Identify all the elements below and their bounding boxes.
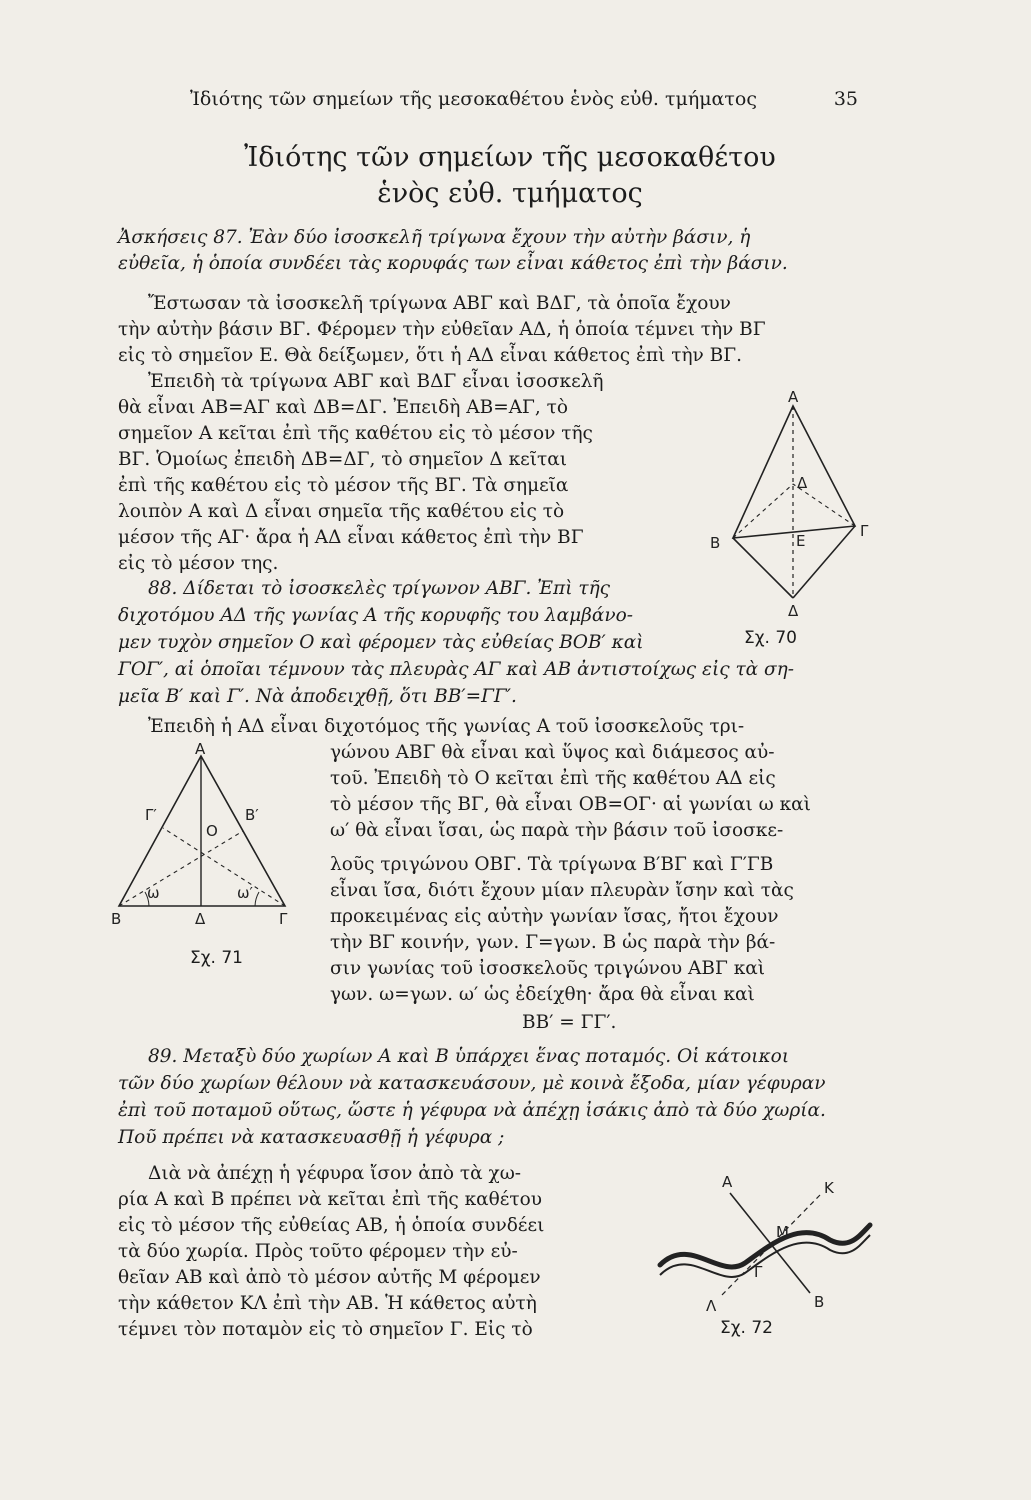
fig71-label-o: Ο [206, 822, 218, 840]
ex89-text-7: εἰς τὸ μέσον τῆς εὐθείας ΑΒ, ἡ ὁποία συνδέει [118, 1215, 545, 1236]
ex88-statement-5: μεῖα Β′ καὶ Γ′. Νὰ ἀποδειχθῇ, ὅτι ΒΒ′=ΓΓ′. [118, 686, 517, 707]
ex87-statement-2: εὐθεῖα, ἡ ὁποία συνδέει τὰς κορυφάς των εἶναι κάθετος ἐπὶ τὴν βάσιν. [118, 253, 788, 274]
ex87-text-9: ΒΓ. Ὁμοίως ἐπειδὴ ΔΒ=ΔΓ, τὸ σημεῖον Δ κεῖται [118, 449, 567, 470]
fig70-label-e: Ε [796, 532, 806, 550]
ex88-statement-1: 88. Δίδεται τὸ ἰσοσκελὲς τρίγωνον ΑΒΓ. Ἐπὶ τῆς [148, 578, 611, 599]
fig70-label-a: Α [788, 388, 799, 406]
ex88-text-7: γώνου ΑΒΓ θὰ εἶναι καὶ ὕψος καὶ διάμεσος αὐ- [330, 742, 775, 763]
fig71-line-bob [119, 831, 243, 906]
ex88-text-15: σιν γωνίας τοῦ ἰσοσκελοῦς τριγώνου ΑΒΓ καὶ [330, 958, 766, 979]
ex89-text-6: ρία Α καὶ Β πρέπει νὰ κεῖται ἐπὶ τῆς καθέτου [118, 1189, 542, 1210]
figure-70-diagram [700, 388, 900, 628]
fig71-label-gp: Γ′ [145, 806, 157, 824]
fig70-label-d: Δ [788, 602, 799, 620]
ex88-text-6: Ἐπειδὴ ἡ ΑΔ εἶναι διχοτόμος τῆς γωνίας Α τοῦ ἰσοσκελοῦς τρι- [148, 716, 745, 737]
ex89-text-5: Διὰ νὰ ἀπέχῃ ἡ γέφυρα ἴσον ἀπὸ τὰ χω- [148, 1163, 522, 1184]
fig70-label-dp: Δ [797, 474, 808, 492]
ex87-text-12: μέσον τῆς ΑΓ· ἄρα ἡ ΑΔ εἶναι κάθετος ἐπὶ τὴν ΒΓ [118, 527, 584, 548]
figure-72-caption: Σχ. 72 [720, 1318, 774, 1338]
figure-70-caption: Σχ. 70 [744, 628, 798, 648]
fig71-label-bp: Β′ [245, 806, 259, 824]
fig72-label-g: Γ [754, 1263, 763, 1281]
ex87-text-4: τὴν αὐτὴν βάσιν ΒΓ. Φέρομεν τὴν εὐθεῖαν ΑΔ, ἡ ὁποία τέμνει τὴν ΒΓ [118, 319, 766, 340]
ex88-text-8: τοῦ. Ἐπειδὴ τὸ Ο κεῖται ἐπὶ τῆς καθέτου ΑΔ εἰς [330, 768, 776, 789]
ex88-text-16: γων. ω=γων. ω′ ὡς ἐδείχθη· ἄρα θὰ εἶναι καὶ [330, 984, 755, 1005]
ex89-statement-3: ἐπὶ τοῦ ποταμοῦ οὕτως, ὥστε ἡ γέφυρα νὰ ἀπέχῃ ἰσάκις ἀπὸ τὰ δύο χωρία. [118, 1100, 826, 1121]
ex88-statement-4: ΓΟΓ′, αἱ ὁποῖαι τέμνουν τὰς πλευρὰς ΑΓ καὶ ΑΒ ἀντιστοίχως εἰς τὰ ση- [118, 659, 795, 680]
running-header [190, 88, 858, 110]
fig71-label-g: Γ [279, 910, 288, 928]
fig72-label-b: Β [814, 1293, 825, 1311]
ex88-text-13: προκειμένας εἰς αὐτὴν γωνίαν ἴσας, ἤτοι ἔχουν [330, 906, 779, 927]
fig71-label-wp: ω′ [237, 884, 253, 902]
ex88-text-11: λοῦς τριγώνου ΟΒΓ. Τὰ τρίγωνα Β′ΒΓ καὶ Γ′ΓΒ [330, 854, 774, 875]
fig71-label-b: Β [111, 910, 122, 928]
ex88-text-17: ΒΒ′ = ΓΓ′. [522, 1012, 617, 1033]
fig72-label-k: Κ [824, 1179, 834, 1197]
ex87-text-5: εἰς τὸ σημεῖον Ε. Θὰ δείξωμεν, ὅτι ἡ ΑΔ εἶναι κάθετος ἐπὶ τὴν ΒΓ. [118, 345, 742, 366]
ex88-statement-2: διχοτόμου ΑΔ τῆς γωνίας Α τῆς κορυφῆς του λαμβάνο- [118, 605, 633, 626]
ex88-text-10: ω′ θὰ εἶναι ἴσαι, ὡς παρὰ τὴν βάσιν τοῦ ἰσοσκε- [330, 820, 784, 841]
ex87-text-10: ἐπὶ τῆς καθέτου εἰς τὸ μέσον τῆς ΒΓ. Τὰ σημεῖα [118, 475, 569, 496]
ex89-statement-2: τῶν δύο χωρίων θέλουν νὰ κατασκευάσουν, μὲ κοινὰ ἔξοδα, μίαν γέφυραν [118, 1073, 826, 1094]
ex87-text-8: σημεῖον Α κεῖται ἐπὶ τῆς καθέτου εἰς τὸ μέσον τῆς [118, 423, 593, 444]
ex88-text-14: τὴν ΒΓ κοινήν, γων. Γ=γων. Β ὡς παρὰ τὴν βά- [330, 932, 776, 953]
ex88-statement-3: μεν τυχὸν σημεῖον Ο καὶ φέρομεν τὰς εὐθείας ΒΟΒ′ καὶ [118, 632, 644, 653]
ex87-text-11: λοιπὸν Α καὶ Δ εἶναι σημεῖα τῆς καθέτου εἰς τὸ [118, 501, 565, 522]
fig71-label-a: Α [195, 740, 206, 758]
fig70-label-b: Β [710, 534, 721, 552]
ex89-text-10: τὴν κάθετον ΚΛ ἐπὶ τὴν ΑΒ. Ἡ κάθετος αὐτὴ [118, 1293, 537, 1314]
running-title: Ἰδιότης τῶν σημείων τῆς μεσοκαθέτου ἑνὸς εὐθ. τμήματος [190, 88, 757, 110]
fig71-label-d: Δ [195, 910, 206, 928]
ex87-text-3: Ἔστωσαν τὰ ἰσοσκελῆ τρίγωνα ΑΒΓ καὶ ΒΔΓ, τὰ ὁποῖα ἔχουν [148, 293, 731, 314]
ex87-text-7: θὰ εἶναι ΑΒ=ΑΓ καὶ ΔΒ=ΔΓ. Ἐπειδὴ ΑΒ=ΑΓ, τὸ [118, 397, 569, 418]
fig72-label-a: Α [722, 1173, 733, 1191]
fig72-label-m: Μ [776, 1223, 789, 1241]
ex89-text-8: τὰ δύο χωρία. Πρὸς τοῦτο φέρομεν τὴν εὐ- [118, 1241, 518, 1262]
ex87-text-6: Ἐπειδὴ τὰ τρίγωνα ΑΒΓ καὶ ΒΔΓ εἶναι ἰσοσκελῆ [148, 371, 604, 392]
ex89-text-11: τέμνει τὸν ποταμὸν εἰς τὸ σημεῖον Γ. Εἰς τὸ [118, 1319, 533, 1340]
page-number: 35 [833, 88, 858, 110]
figure-71-caption: Σχ. 71 [190, 948, 244, 968]
figure-72-diagram [650, 1165, 890, 1315]
ex87-statement-1: Ἀσκήσεις 87. Ἐὰν δύο ἰσοσκελῆ τρίγωνα ἔχουν τὴν αὐτὴν βάσιν, ἡ [118, 227, 751, 248]
section-title-line1: Ἰδιότης τῶν σημείων τῆς μεσοκαθέτου [244, 142, 776, 173]
fig70-label-g: Γ [860, 522, 869, 540]
section-title-line2: ἑνὸς εὐθ. τμήματος [377, 178, 643, 209]
ex89-text-9: θεῖαν ΑΒ καὶ ἀπὸ τὸ μέσον αὐτῆς Μ φέρομεν [118, 1267, 541, 1288]
ex87-text-13: εἰς τὸ μέσον της. [118, 553, 279, 574]
fig71-angle-wp-arc [255, 892, 259, 906]
fig71-label-w: ω [147, 884, 160, 902]
fig71-line-gog [163, 828, 285, 906]
fig70-dashed-b [733, 484, 793, 538]
fig72-label-l: Λ [706, 1297, 717, 1315]
ex88-text-9: τὸ μέσον τῆς ΒΓ, θὰ εἶναι ΟΒ=ΟΓ· αἱ γωνίαι ω καὶ [330, 794, 811, 815]
ex89-statement-4: Ποῦ πρέπει νὰ κατασκευασθῇ ἡ γέφυρα ; [118, 1127, 505, 1148]
figure-71-diagram [105, 738, 305, 928]
ex89-statement-1: 89. Μεταξὺ δύο χωρίων Α καὶ Β ὑπάρχει ἕνας ποταμός. Οἱ κάτοικοι [148, 1046, 790, 1067]
ex88-text-12: εἶναι ἴσα, διότι ἔχουν μίαν πλευρὰν ἴσην καὶ τὰς [330, 880, 794, 901]
fig70-side-bd [733, 538, 793, 598]
fig71-triangle-abg [119, 756, 285, 906]
fig72-river [660, 1225, 870, 1267]
fig70-triangle-abg [733, 406, 855, 538]
